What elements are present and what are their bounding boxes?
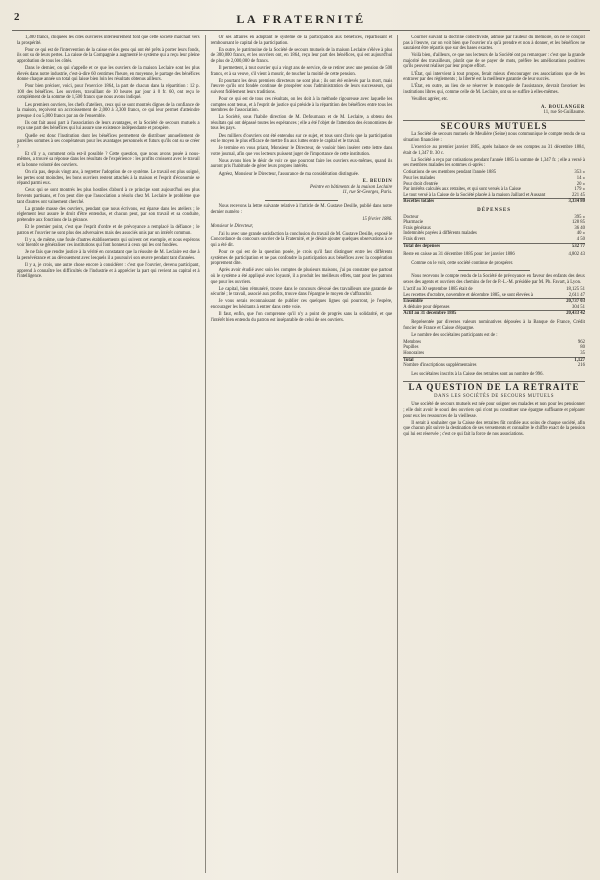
ledger-amount: 216 xyxy=(577,363,585,369)
paragraph: Une société de secours mutuels est née pour soigner ses malades et non pour les pensionner ; elle doit avoir le souci des ouvriers qui n'ont pu constituer une épargne suffisante et préparer pour eux les ressources de la vieillesse. xyxy=(403,402,585,419)
paragraph: Et le premier point, c'est que l'esprit d'ordre et de prévoyance a remplacé la défiance ; le patron et l'ouvrier ne sont plus des adversaires mais des associés unis par un intérêt commun. xyxy=(17,224,200,236)
ledger-label: Recettes totales xyxy=(403,199,563,205)
signature-address: 11, rue St-Guillaume. xyxy=(543,110,585,116)
ledger-label: Pharmacie xyxy=(403,220,424,226)
ledger-label: Frais divers xyxy=(403,236,426,242)
paragraph: Courrier suivant la doctrine collectiviste, admise par l'auteur du mémoire, on ne le conçoit pas à l'œuvre, car on voit bien que l'ouvrier n'a qu'à prendre et non à donner, et les bénéfices ne sauraient être répartis que sur des bases exactes. xyxy=(403,35,585,52)
paragraph: J'ai lu avec une grande satisfaction la conclusion du travail de M. Gustave Desille, exposé le Concordance du concours ouvrier de la Fraternité, et je désire ajouter quelques observations à ce qui a été dit. xyxy=(210,231,393,248)
paragraph: On n'a pas, depuis vingt ans, à regretter l'adoption de ce système. Le travail est plus soigné, les pertes sont moindres, les bons ouvriers restent attachés à la maison et l'esprit d'économie se répand parmi eux. xyxy=(17,170,200,187)
ledger-amount: 35 xyxy=(580,350,585,356)
ledger-label: Reste en caisse au 31 décembre 1885 pour 1er janvier 1886 xyxy=(403,252,515,258)
ledger-label: Total des dépenses xyxy=(403,243,552,249)
paragraph: Agréez, Monsieur le Directeur, l'assurance de ma considération distinguée. xyxy=(218,171,359,177)
table-row xyxy=(403,311,585,317)
ledger-label: L'actif au 30 septembre 1885 était de xyxy=(403,286,473,292)
paragraph: Je ne fais que rendre justice à la vérité en constatant que la réussite de M. Leclaire est due à la persévérance et au dévouement avec lesquels il a poursuivi son œuvre pendant tant d'années. xyxy=(17,250,200,261)
paragraph: Il y a, de même, une foule d'autres établissements qui suivent cet exemple, et nous espérons voir bientôt se généraliser ces institutions qui font honneur à ceux qui les ont fondées. xyxy=(17,237,200,249)
ledger-amount: 2,611 47 xyxy=(568,292,585,298)
paragraph: 1,300 francs, chiquées les cités ouvrières intérieurement font que cette société marchait vers la prospérité. xyxy=(17,35,200,46)
signature-name: E. BEUDIN xyxy=(362,179,393,185)
ledger-amount: 36 40 xyxy=(574,225,585,231)
expenses-heading: DÉPENSES xyxy=(477,207,512,213)
page-number: 2 xyxy=(14,11,20,23)
paragraph: La Société, sous l'habile direction de M. Defournaux et de M. Leclaire, a obtenu des résultats qui ont dépassé toutes les espérances ; elle a été l'objet de l'attention des économistes de tous les pays. xyxy=(210,115,393,132)
ledger-label: Par intérêts calculés aux retraites, et qui sont versés à la Caisse xyxy=(403,187,521,193)
paragraph: Pour bien préciser, voici, pour l'exercice 1864, la part de chacun dans la répartition : 12 p. 100 des bénéfices. Les ouvriers, travaillant de 10 heures par jour à 0 fr. 60, ont reçu le complément de la somme de 1,500 francs que nous avons indiqué. xyxy=(17,84,200,101)
ledger-amount: 3,334 80 xyxy=(563,199,585,205)
signature-address: 11, rue St-Georges, Paris. xyxy=(342,190,393,196)
divider xyxy=(458,270,531,271)
actif-table xyxy=(403,287,585,317)
paragraph: Les premiers ouvriers, les chefs d'ateliers, ceux qui se sont montrés dignes de la confiance de la maison, reçoivent un accroissement de 2,000 à 3,300 francs, ce qui leur permet d'atteindre presque 4 ou 5,000 francs par an de l'ensemble. xyxy=(17,102,200,119)
ledger-amount: 128 85 xyxy=(572,220,585,226)
masthead xyxy=(12,8,590,31)
ledger-amount: 962 xyxy=(577,339,585,345)
paragraph: L'exercice au premier janvier 1885, après balance de ses comptes au 31 décembre 1884, était de 1,347 fr. 30 c. xyxy=(403,145,585,156)
ledger-amount: 532 77 xyxy=(553,243,585,249)
paragraph: Comme on le voit, cette société continue de prospérer. xyxy=(411,260,514,266)
signature-title: Peintre en bâtiments de la maison Leclaire xyxy=(310,184,393,190)
ledger-amount: 353 » xyxy=(574,170,585,176)
journal-title: LA FRATERNITÉ xyxy=(236,11,366,26)
paragraph: Ceux qui se sont montrés les plus hostiles d'abord à ce principe sont aujourd'hui ses plus fervents partisans, et l'on peut dire que l'association a résolu chez M. Leclaire le problème que tant d'autres ont vainement cherché. xyxy=(17,188,200,205)
ledger-amount: 304 51 xyxy=(572,304,585,310)
ledger-label: Nombre d'inscriptions supplémentaires xyxy=(403,363,477,369)
balance-table xyxy=(403,252,585,258)
paragraph: Les sociétaires inscrits à la Caisse des retraites sont au nombre de 996. xyxy=(411,371,544,377)
paragraph: Et pourtant les deux premiers directeurs ne sont plus ; ils ont été enlevés par la mort, mais l'œuvre qu'ils ont fondée continue de prospérer sous l'administration de leurs successeurs, qui suivent fidèlement leurs traditions. xyxy=(210,78,393,95)
paragraph: Or ses affaires en adoptant le système de la participation aux bénéfices, répartissant et remboursant le capital de la participation. xyxy=(210,35,393,46)
table-row xyxy=(403,243,585,249)
paragraph: Le capital, bien rémunéré, trouve dans le concours dévoué des travailleurs une garantie de sécurité ; le travail, associé aux profits, trouve dans l'épargne le moyen de s'affranchir. xyxy=(210,286,393,298)
paragraph: Il y a, je crois, une autre chose encore à considérer : c'est que l'ouvrier, devenu participant, apprend à connaître les difficultés de l'industrie et à apprécier la part qui revient au capital et à l'intelligence. xyxy=(17,262,200,280)
paragraph: Il faut, enfin, que l'on comprenne qu'il n'y a point de progrès sans la solidarité, et que l'intérêt bien entendu du patron est inséparable de celui de ses ouvriers. xyxy=(210,312,393,323)
ledger-amount: 20,737 03 xyxy=(559,299,585,305)
section-subheading: DANS LES SOCIÉTÉS DE SECOURS MUTUELS xyxy=(434,393,555,399)
paragraph: Dans le dernier, on qui s'appelle et ce que les ouvriers de la maison Leclaire sont les plus élevés dans notre industrie, c'est-à-dire 60 centimes l'heure, en moyenne, le partage des bénéfices donne chaque année un total qui laisse bien loin les résultats obtenus ailleurs. xyxy=(17,65,200,83)
column-middle xyxy=(205,35,398,873)
paragraph: Voilà bien, d'ailleurs, ce que nos lecteurs de la Société ont pu remarquer : c'est que la grande majorité des travailleurs, plutôt que de se payer de mots, préfère les améliorations positives qu'ils peuvent réaliser par leur propre effort. xyxy=(403,53,585,70)
paragraph: Ils ont fait aussi part à l'association de leurs avantages, et la Société de secours mutuels a reçu une part des bénéfices qui lui assure une existence indépendante et prospère. xyxy=(17,120,200,132)
ledger-amount: 40 » xyxy=(576,231,585,237)
ledger-amount: 221 45 xyxy=(572,192,585,198)
paragraph: Il serait à souhaiter que la Caisse des retraites fût confiée aux soins de chaque société, afin que chacun pût suivre la destination de ses versements et connaître le chiffre exact de la pension qui lui est réservée ; c'est ce qui fait la force de nos associations. xyxy=(403,420,585,437)
paragraph: La Société a reçu par cotisations pendant l'année 1885 la somme de 1,347 fr. ; elle a versé à ses membres malades les sommes ci-après : xyxy=(403,157,585,169)
membres-table xyxy=(403,340,585,369)
paragraph: Pour ce qui est de la question posée, je crois qu'il faut distinguer entre les différents systèmes de participation et ne pas confondre la participation aux bénéfices avec la coopération proprement dite. xyxy=(210,250,393,267)
ledger-amount: 395 » xyxy=(574,214,585,220)
ledger-amount: 20,433 42 xyxy=(559,311,585,317)
ledger-amount: 4 50 xyxy=(576,236,585,242)
paragraph: L'État, en outre, au lieu de se réserver le monopole de l'assistance, devrait favoriser les institutions libres qui, comme celle de M. Leclaire, ont su se suffire à elles-mêmes. xyxy=(403,84,585,95)
paragraph: Nous avons bien le désir de voir ce que pourront faire les ouvriers eux-mêmes, quand ils auront pris l'habitude de gérer leurs propres intérêts. xyxy=(210,158,393,170)
paragraph: Des milliers d'ouvriers ont été entendus sur ce sujet, et tous sont d'avis que la participation est le moyen le plus efficace de mettre fin aux luttes entre le capital et le travail. xyxy=(210,133,393,145)
paragraph: La Société de secours mutuels de Meulière (Seine) nous communique le compte rendu de sa situation financière : xyxy=(403,132,585,143)
paragraph: Je vous serais reconnaissant de publier ces quelques lignes qui pourront, je l'espère, encourager les hésitants à entrer dans cette voie. xyxy=(210,299,393,310)
paragraph: Et s'il y a, comment cela est-il possible ? Cette question, que nous avons posée à nous-mêmes, a trouvé sa réponse dans les résultats de l'expérience : les profits croissent avec le travail et la bonne volonté des ouvriers. xyxy=(17,151,200,168)
paragraph: Après avoir étudié avec soin les comptes de plusieurs maisons, j'ai pu constater que partout où le système a été appliqué avec loyauté, il a produit les meilleurs effets, tant pour les patrons que pour les ouvriers. xyxy=(210,268,393,285)
letter-date: 15 février 1886. xyxy=(362,216,393,222)
signature-block xyxy=(403,105,585,116)
column-right xyxy=(397,35,590,873)
divider xyxy=(265,200,338,201)
ledger-label: Docteur xyxy=(403,214,419,220)
intro-note: Nous recevons la lettre suivante relative à l'article de M. Gustave Desille, publié dans notre dernier numéro : xyxy=(210,203,393,215)
letter-salutation: Monsieur le Directeur, xyxy=(210,224,254,230)
ledger-label: Cotisations de ses membres pendant l'année 1885 xyxy=(403,170,497,176)
section-heading: LA QUESTION DE LA RETRAITE xyxy=(408,382,580,393)
paragraph: Il permettent, à tout ouvrier qui a vingt ans de service, de se retirer avec une pension de 500 francs, et à sa veuve, s'il vient à mourir, de toucher la moitié de cette pension. xyxy=(210,65,393,77)
ledger-label: Honoraires xyxy=(403,350,425,356)
signature-block xyxy=(211,179,393,196)
ledger-label: Membres xyxy=(403,339,421,345)
ledger-label: Actif au 31 décembre 1885 xyxy=(403,311,559,317)
paragraph: Nous recevons le compte rendu de la Société de prévoyance en faveur des enfants des deux sexes des agents et ouvriers des chemins de fer de P.-L.-M. présidée par M. Ph. Favart, à Lyon. xyxy=(403,274,585,285)
ledger-label: Pour les malades xyxy=(403,175,436,181)
ledger-label: Pupilles xyxy=(403,345,419,351)
column-left xyxy=(12,35,205,873)
expenses-table xyxy=(403,215,585,250)
paragraph: En outre, le patrimoine de la Société de secours mutuels de la maison Leclaire s'élève à plus de 300,000 francs, et les ouvriers ont, en 1864, reçu leur part des bénéfices, qui est aujourd'hui de plus de 2,000,000 de francs. xyxy=(210,47,393,64)
paragraph: Représentée par diverses valeurs nominatives déposées à la Banque de France, Crédit foncier de France et Caisse d'épargne. xyxy=(403,319,585,331)
section-heading: SECOURS MUTUELS xyxy=(440,120,548,131)
paragraph: Je termine en vous priant, Monsieur le Directeur, de vouloir bien insérer cette lettre dans votre journal, afin que vos lecteurs puissent juger de l'importance de cette institution. xyxy=(210,146,393,157)
ledger-label: A déduire pour dépenses xyxy=(403,304,450,310)
paragraph: La grande masse des ouvriers, pendant que nous écrivons, est éparse dans les ateliers ; le règlement leur assure le droit d'être entendus, et chacun peut, par son travail et sa conduite, prétendre aux fonctions de la gérance. xyxy=(17,206,200,223)
paragraph: Quelle est donc l'institution dont les bénéfices permettent de distribuer annuellement de pareilles sommes à ses coopérateurs pour les avantages personnels et futurs qu'ils ont su se créer ? xyxy=(17,133,200,150)
ledger-label: Les recettes d'octobre, novembre et décembre 1885, se sont élevées à xyxy=(403,292,533,298)
table-row xyxy=(403,199,585,205)
receipts-table xyxy=(403,170,585,205)
ledger-amount: 179 » xyxy=(574,187,585,193)
paragraph: Le nombre des sociétaires participants est de : xyxy=(411,332,498,338)
paragraph: L'État, qui intervient à tout propos, ferait mieux d'encourager ces associations que de les entraver par des règlements ; la liberté est la meilleure garantie de leur succès. xyxy=(403,71,585,83)
ledger-label: Indemnités payées à différents malades xyxy=(403,231,477,237)
ledger-amount: 14 » xyxy=(576,175,585,181)
ledger-label: Ensemble xyxy=(403,299,559,305)
table-row xyxy=(403,252,585,258)
ledger-label: Total xyxy=(403,357,556,363)
ledger-label: Le tout versé à la Caisse de la Société placée à la maison Jaillard et Aussant xyxy=(403,192,546,198)
paragraph: Pour ce qui est de tous ces résultats, on les doit à la méthode rigoureuse avec laquelle les comptes sont tenus, et à l'esprit de justice qui préside à la répartition des bénéfices entre tous les membres de l'association. xyxy=(210,96,393,114)
ledger-amount: 1,127 xyxy=(557,357,585,363)
paragraph: Veuillez agréer, etc. xyxy=(411,96,449,102)
paragraph: Pour ce qui est de l'intervention de la caisse et des gens qui ont été prêts à porter leurs fonds, ils ont su de leurs pertes. La caisse de la Compagnie a augmenté le système qui a reçu leur pleine approbation de tous les côtés. xyxy=(17,47,200,64)
ledger-label: Pour droit d'entrée xyxy=(403,181,438,187)
table-row xyxy=(403,363,585,369)
ledger-amount: 20 » xyxy=(576,181,585,187)
ledger-label: Frais généraux xyxy=(403,225,432,231)
ledger-amount: 18,125 51 xyxy=(566,286,585,292)
ledger-amount: 4,802 43 xyxy=(568,252,585,258)
signature-name: A. BOULANGER xyxy=(540,104,585,110)
ledger-amount: 80 xyxy=(580,345,585,351)
article-columns xyxy=(12,35,590,873)
